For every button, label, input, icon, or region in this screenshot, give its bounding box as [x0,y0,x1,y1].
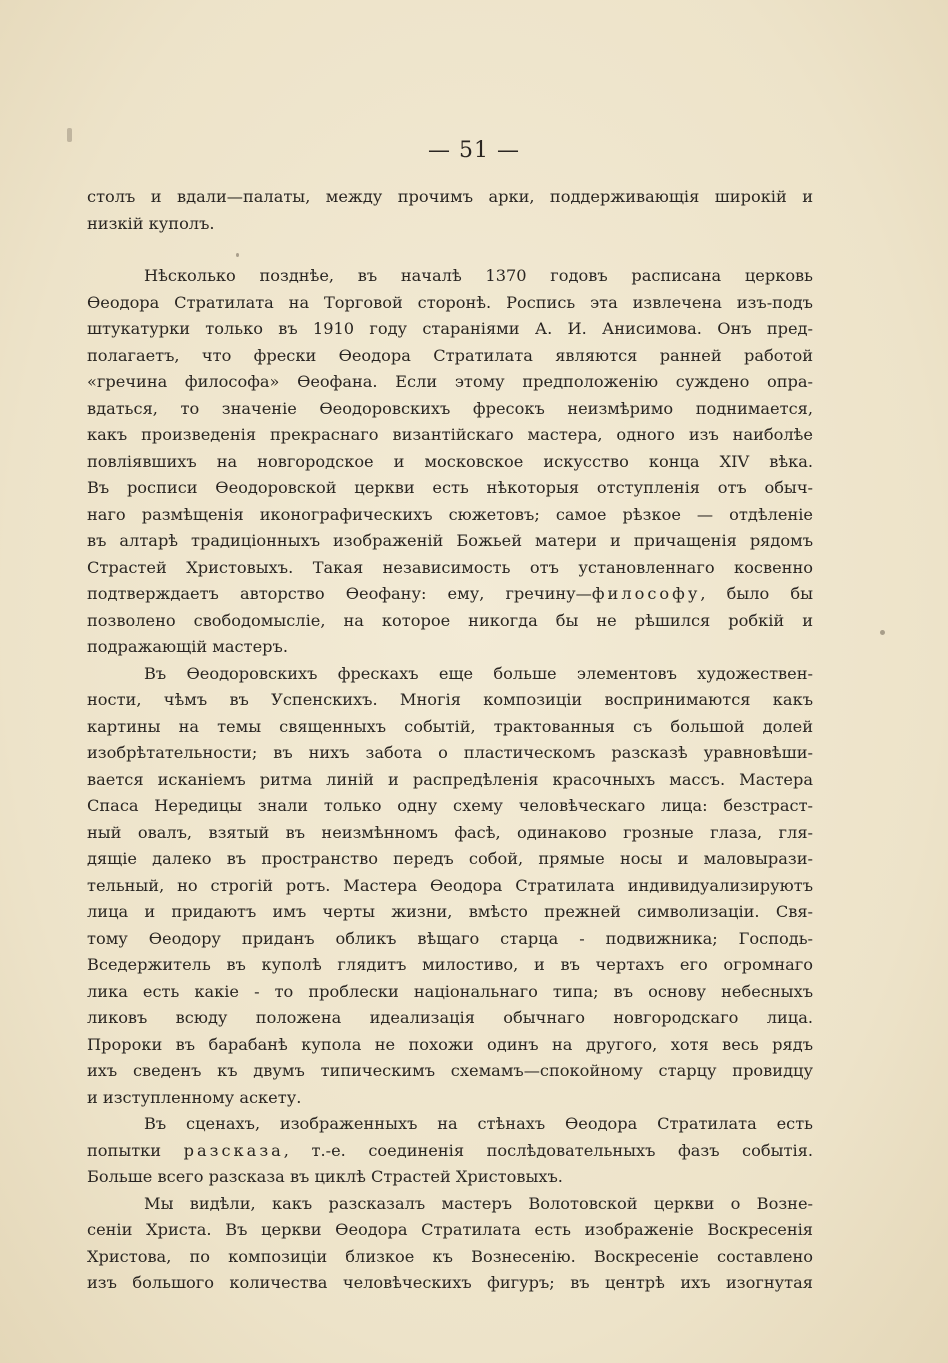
text-line: ихъ сведенъ къ двумъ типическимъ схемамъ—спокойному старцу провидцу [87,1061,813,1080]
paragraph [87,1191,813,1297]
text-line: лика есть какіе - то проблески національнаго типа; въ основу небесныхъ [87,981,813,1001]
text-line: низкій куполъ. [87,213,215,233]
text-segment: подтверждаетъ авторство Ѳеофану: ему, гречину— [87,584,592,603]
spaced-emphasis: философу [591,584,701,603]
text-line: Вседержитель въ куполѣ глядитъ милостиво, и въ чертахъ его огромнаго [87,955,813,974]
text-line: Мы видѣли, какъ разсказалъ мастеръ Волотовской церкви о Возне- [144,1193,813,1213]
text-line: дящіе далеко въ пространство передъ собой, прямые носы и маловырази- [87,849,813,868]
page-number: — 51 — [428,138,520,163]
text-line: Пророки въ барабанѣ купола не похожи одинъ на другого, хотя весь рядъ [87,1034,813,1054]
text-line: тому Ѳеодору приданъ обликъ вѣщаго старца - подвижника; Господь- [87,928,813,948]
text-line: Въ росписи Ѳеодоровской церкви есть нѣкоторыя отступленія отъ обыч- [87,478,813,497]
ink-speck [880,630,885,635]
text-line: наго размѣщенія иконографическихъ сюжетовъ; самое рѣзкое — отдѣленіе [87,504,813,524]
text-line: Въ сценахъ, изображенныхъ на стѣнахъ Ѳеодора Стратилата есть [144,1114,813,1133]
text-line: подражающій мастеръ. [87,637,288,656]
text-line: въ алтарѣ традиціонныхъ изображеній Божьей матери и причащенія рядомъ [87,531,813,550]
text-line: какъ произведенія прекраснаго византійскаго мастера, одного изъ наиболѣе [87,425,813,444]
text-line: ности, чѣмъ въ Успенскихъ. Многія композиціи воспринимаются какъ [87,690,813,709]
text-line: сеніи Христа. Въ церкви Ѳеодора Стратилата есть изображеніе Воскресенія [87,1220,813,1239]
text-line [87,581,813,608]
text-line: лица и придаютъ имъ черты жизни, вмѣсто прежней символизаціи. Свя- [87,902,813,921]
text-line: вдаться, то значеніе Ѳеодоровскихъ фресокъ неизмѣримо поднимается, [87,398,813,418]
text-segment: попытки [87,1140,184,1160]
paragraph [87,1111,813,1191]
body-text [87,184,813,1297]
text-line: столъ и вдали—палаты, между прочимъ арки, поддерживающія широкій и [87,187,813,206]
text-line: Христова, по композиціи близкое къ Вознесенію. Воскресеніе составлено [87,1246,813,1266]
text-line: тельный, но строгій ротъ. Мастера Ѳеодора Стратилата индивидуализируютъ [87,875,813,895]
text-line: Страстей Христовыхъ. Такая независимость отъ установленнаго косвенно [87,557,813,577]
text-line: Больше всего разсказа въ циклѣ Страстей Христовыхъ. [87,1167,563,1186]
text-line: полагаетъ, что фрески Ѳеодора Стратилата являются ранней работой [87,345,813,365]
text-line: ный овалъ, взятый въ неизмѣнномъ фасѣ, одинаково грозные глаза, гля- [87,822,813,842]
text-line: вается исканіемъ ритма линій и распредѣленія красочныхъ массъ. Мастера [87,769,813,789]
text-line: Нѣсколько позднѣе, въ началѣ 1370 годовъ расписана церковь [144,266,813,285]
text-line: изъ большого количества человѣческихъ фигуръ; въ центрѣ ихъ изогнутая [87,1273,813,1292]
text-line: позволено свободомысліе, на которое никогда бы не рѣшился робкій и [87,610,813,630]
text-line: картины на темы священныхъ событій, трактованныя съ большой долей [87,716,813,736]
text-line: «гречина философа» Ѳеофана. Если этому предположенію суждено опра- [87,372,813,391]
text-line: Въ Ѳеодоровскихъ фрескахъ еще больше элементовъ художествен- [144,663,813,683]
paragraph [87,263,813,661]
paragraph [87,184,813,237]
text-line: повліявшихъ на новгородское и московское искусство конца XIV вѣка. [87,451,813,471]
text-line: Спаса Нередицы знали только одну схему человѣческаго лица: безстраст- [87,796,813,815]
spaced-emphasis: разсказа [183,1140,284,1160]
text-line: штукатурки только въ 1910 году стараніями А. И. Анисимова. Онъ пред- [87,319,813,338]
text-segment: , было бы [700,584,813,603]
text-line [87,1138,813,1165]
text-line: ликовъ всюду положена идеализація обычнаго новгородскаго лица. [87,1008,813,1027]
paragraph [87,661,813,1112]
text-line: и изступленному аскету. [87,1087,302,1107]
text-line: Ѳеодора Стратилата на Торговой сторонѣ. Роспись эта извлечена изъ-подъ [87,292,813,312]
text-segment: , т.-е. соединенія послѣдовательныхъ фазъ событія. [283,1140,813,1160]
text-line: изобрѣтательности; въ нихъ забота о пластическомъ разсказѣ уравновѣши- [87,743,813,762]
